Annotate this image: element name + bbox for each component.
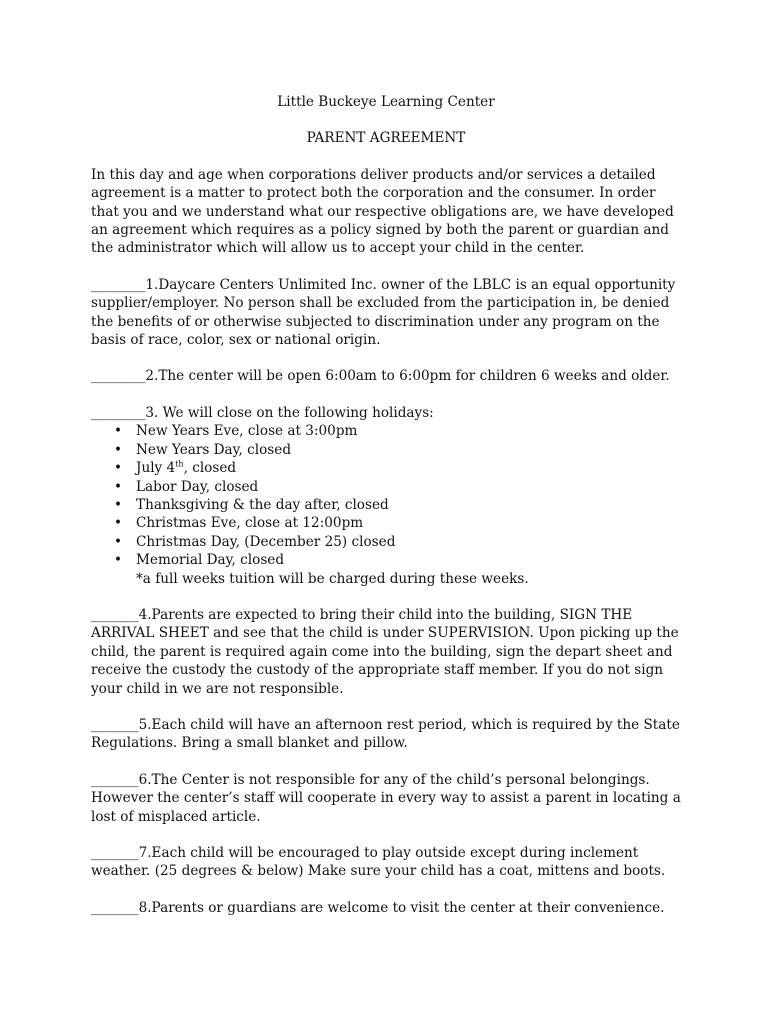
list-item: • New Years Eve, close at 3:00pm <box>136 422 681 440</box>
initial-blank: _______ <box>91 899 139 916</box>
initial-blank: _______ <box>91 845 139 861</box>
superscript: th <box>175 459 184 469</box>
agreement-item-5 <box>91 716 681 753</box>
agreement-item-4 <box>91 606 681 698</box>
list-item: • Labor Day, closed <box>136 478 681 496</box>
initial-blank: ________ <box>91 276 146 293</box>
holiday-note: *a full weeks tuition will be charged during these weeks. <box>136 570 529 587</box>
intro-paragraph: In this day and age when corporations deliver products and/or services a detailed agreement is a matter to protect both the corporation and the consumer. In order that you and we understand what our respective obligations are, we have developed an agreement which requires as a policy signed by both the parent or guardian and the administrator which will allow us to accept your child in the center. <box>91 166 674 257</box>
document-page <box>91 93 681 917</box>
list-item: • Christmas Eve, close at 12:00pm <box>136 514 681 532</box>
item-text: 8.Parents or guardians are welcome to visit the center at their convenience. <box>138 899 665 916</box>
list-item: • New Years Day, closed <box>136 441 681 459</box>
agreement-item-6 <box>91 771 681 826</box>
agreement-item-2 <box>91 367 681 385</box>
initial-blank: _______ <box>91 771 139 788</box>
center-name: Little Buckeye Learning Center <box>277 94 495 110</box>
list-item: • Memorial Day, closed <box>136 551 681 569</box>
item-text: 5.Each child will have an afternoon rest period, which is required by the State Regulations. Bring a small blanket and pillow. <box>91 716 680 752</box>
agreement-item-3 <box>91 404 681 588</box>
initial-blank: ________ <box>91 404 146 421</box>
document-title: PARENT AGREEMENT <box>306 130 466 147</box>
item-text: 1.Daycare Centers Unlimited Inc. owner of the LBLC is an equal opportunity supplier/employer. No person shall be excluded from the participation in, be denied the benefits of or otherwise subjected to discrimination under any program on the basis of race, color, sex or national origin. <box>91 276 676 349</box>
list-item: • July 4th, closed <box>136 459 681 477</box>
initial-blank: ________ <box>91 368 146 385</box>
agreement-item-8 <box>91 899 681 917</box>
agreement-item-7 <box>91 844 681 881</box>
agreement-item-1 <box>91 276 681 350</box>
initial-blank: _______ <box>91 606 139 623</box>
initial-blank: _______ <box>91 716 139 733</box>
item-text: 6.The Center is not responsible for any of the child’s personal belongings. However the center’s staff will cooperate in every way to assist a parent in locating a lost of misplaced article. <box>91 771 681 825</box>
list-item: • Christmas Day, (December 25) closed <box>136 533 681 551</box>
list-item: • Thanksgiving & the day after, closed <box>136 496 681 514</box>
item-text: 4.Parents are expected to bring their child into the building, SIGN THE ARRIVAL SHEET and see that the child is under SUPERVISION. Upon picking up the child, the parent is required again come into the building, sign the depart sheet and receive the custody the custody of the appropriate staff member. If you do not sign your child in we are not responsible. <box>91 606 679 697</box>
item-text: 2.The center will be open 6:00am to 6:00pm for children 6 weeks and older. <box>145 368 670 385</box>
item-text: 7.Each child will be encouraged to play outside except during inclement weather. (25 degrees & below) Make sure your child has a coat, mittens and boots. <box>91 845 666 880</box>
item-text: 3. We will close on the following holidays: <box>145 404 434 421</box>
holiday-list <box>91 422 681 569</box>
